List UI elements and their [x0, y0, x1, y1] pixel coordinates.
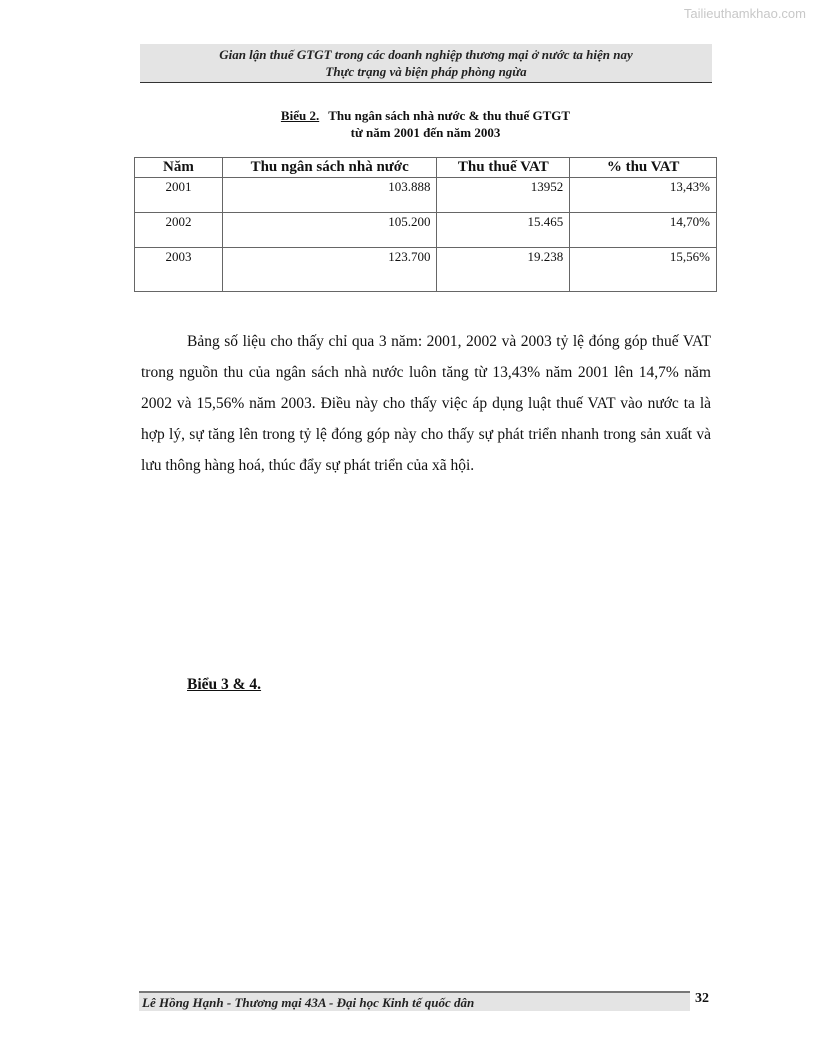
- cell-state-budget: 105.200: [222, 213, 437, 248]
- cell-year: 2001: [135, 178, 223, 213]
- cell-vat-percent: 15,56%: [570, 248, 717, 292]
- column-header-vat-revenue: Thu thuế VAT: [437, 158, 570, 178]
- running-footer: [139, 991, 690, 1011]
- footer-author: Lê Hồng Hạnh - Thương mại 43A - Đại học Kinh tế quốc dân: [142, 995, 475, 1010]
- cell-state-budget: 103.888: [222, 178, 437, 213]
- section-heading: Biểu 3 & 4.: [187, 676, 262, 693]
- cell-year: 2002: [135, 213, 223, 248]
- header-title-line1: Gian lận thuế GTGT trong các doanh nghiệp thương mại ở nước ta hiện nay: [219, 47, 633, 62]
- cell-vat-revenue: 19.238: [437, 248, 570, 292]
- page-number: 32: [695, 991, 709, 1006]
- table-caption: [134, 108, 717, 124]
- column-header-state-budget: Thu ngân sách nhà nước: [222, 158, 437, 178]
- watermark: Tailieuthamkhao.com: [683, 6, 806, 21]
- cell-vat-revenue: 13952: [437, 178, 570, 213]
- cell-year: 2003: [135, 248, 223, 292]
- cell-vat-percent: 13,43%: [570, 178, 717, 213]
- cell-vat-percent: 14,70%: [570, 213, 717, 248]
- table-row: [135, 178, 717, 213]
- table-caption-label: Biểu 2.: [280, 108, 320, 123]
- table-caption-line1: Thu ngân sách nhà nước & thu thuế GTGT: [328, 108, 571, 123]
- running-header: [140, 44, 712, 83]
- cell-state-budget: 123.700: [222, 248, 437, 292]
- table-header-row: [135, 158, 717, 178]
- header-title-line2: Thực trạng và biện pháp phòng ngừa: [325, 64, 527, 79]
- table-row: [135, 248, 717, 292]
- table-caption-line2: từ năm 2001 đến năm 2003: [350, 125, 501, 140]
- vat-revenue-table: [134, 157, 717, 292]
- column-header-vat-percent: % thu VAT: [570, 158, 717, 178]
- cell-vat-revenue: 15.465: [437, 213, 570, 248]
- column-header-year: Năm: [135, 158, 223, 178]
- table-row: [135, 213, 717, 248]
- body-paragraph: Bảng số liệu cho thấy chỉ qua 3 năm: 2001, 2002 và 2003 tỷ lệ đóng góp thuế VAT trong nguồn thu của ngân sách nhà nước luôn tăng từ 13,43% năm 2001 lên 14,7% năm 2002 và 15,56% năm 2003. Điều này cho thấy việc áp dụng luật thuế VAT vào nước ta là hợp lý, sự tăng lên trong tỷ lệ đóng góp này cho thấy sự phát triển nhanh trong sản xuất và lưu thông hàng hoá, thúc đẩy sự phát triển của xã hội.: [141, 333, 711, 474]
